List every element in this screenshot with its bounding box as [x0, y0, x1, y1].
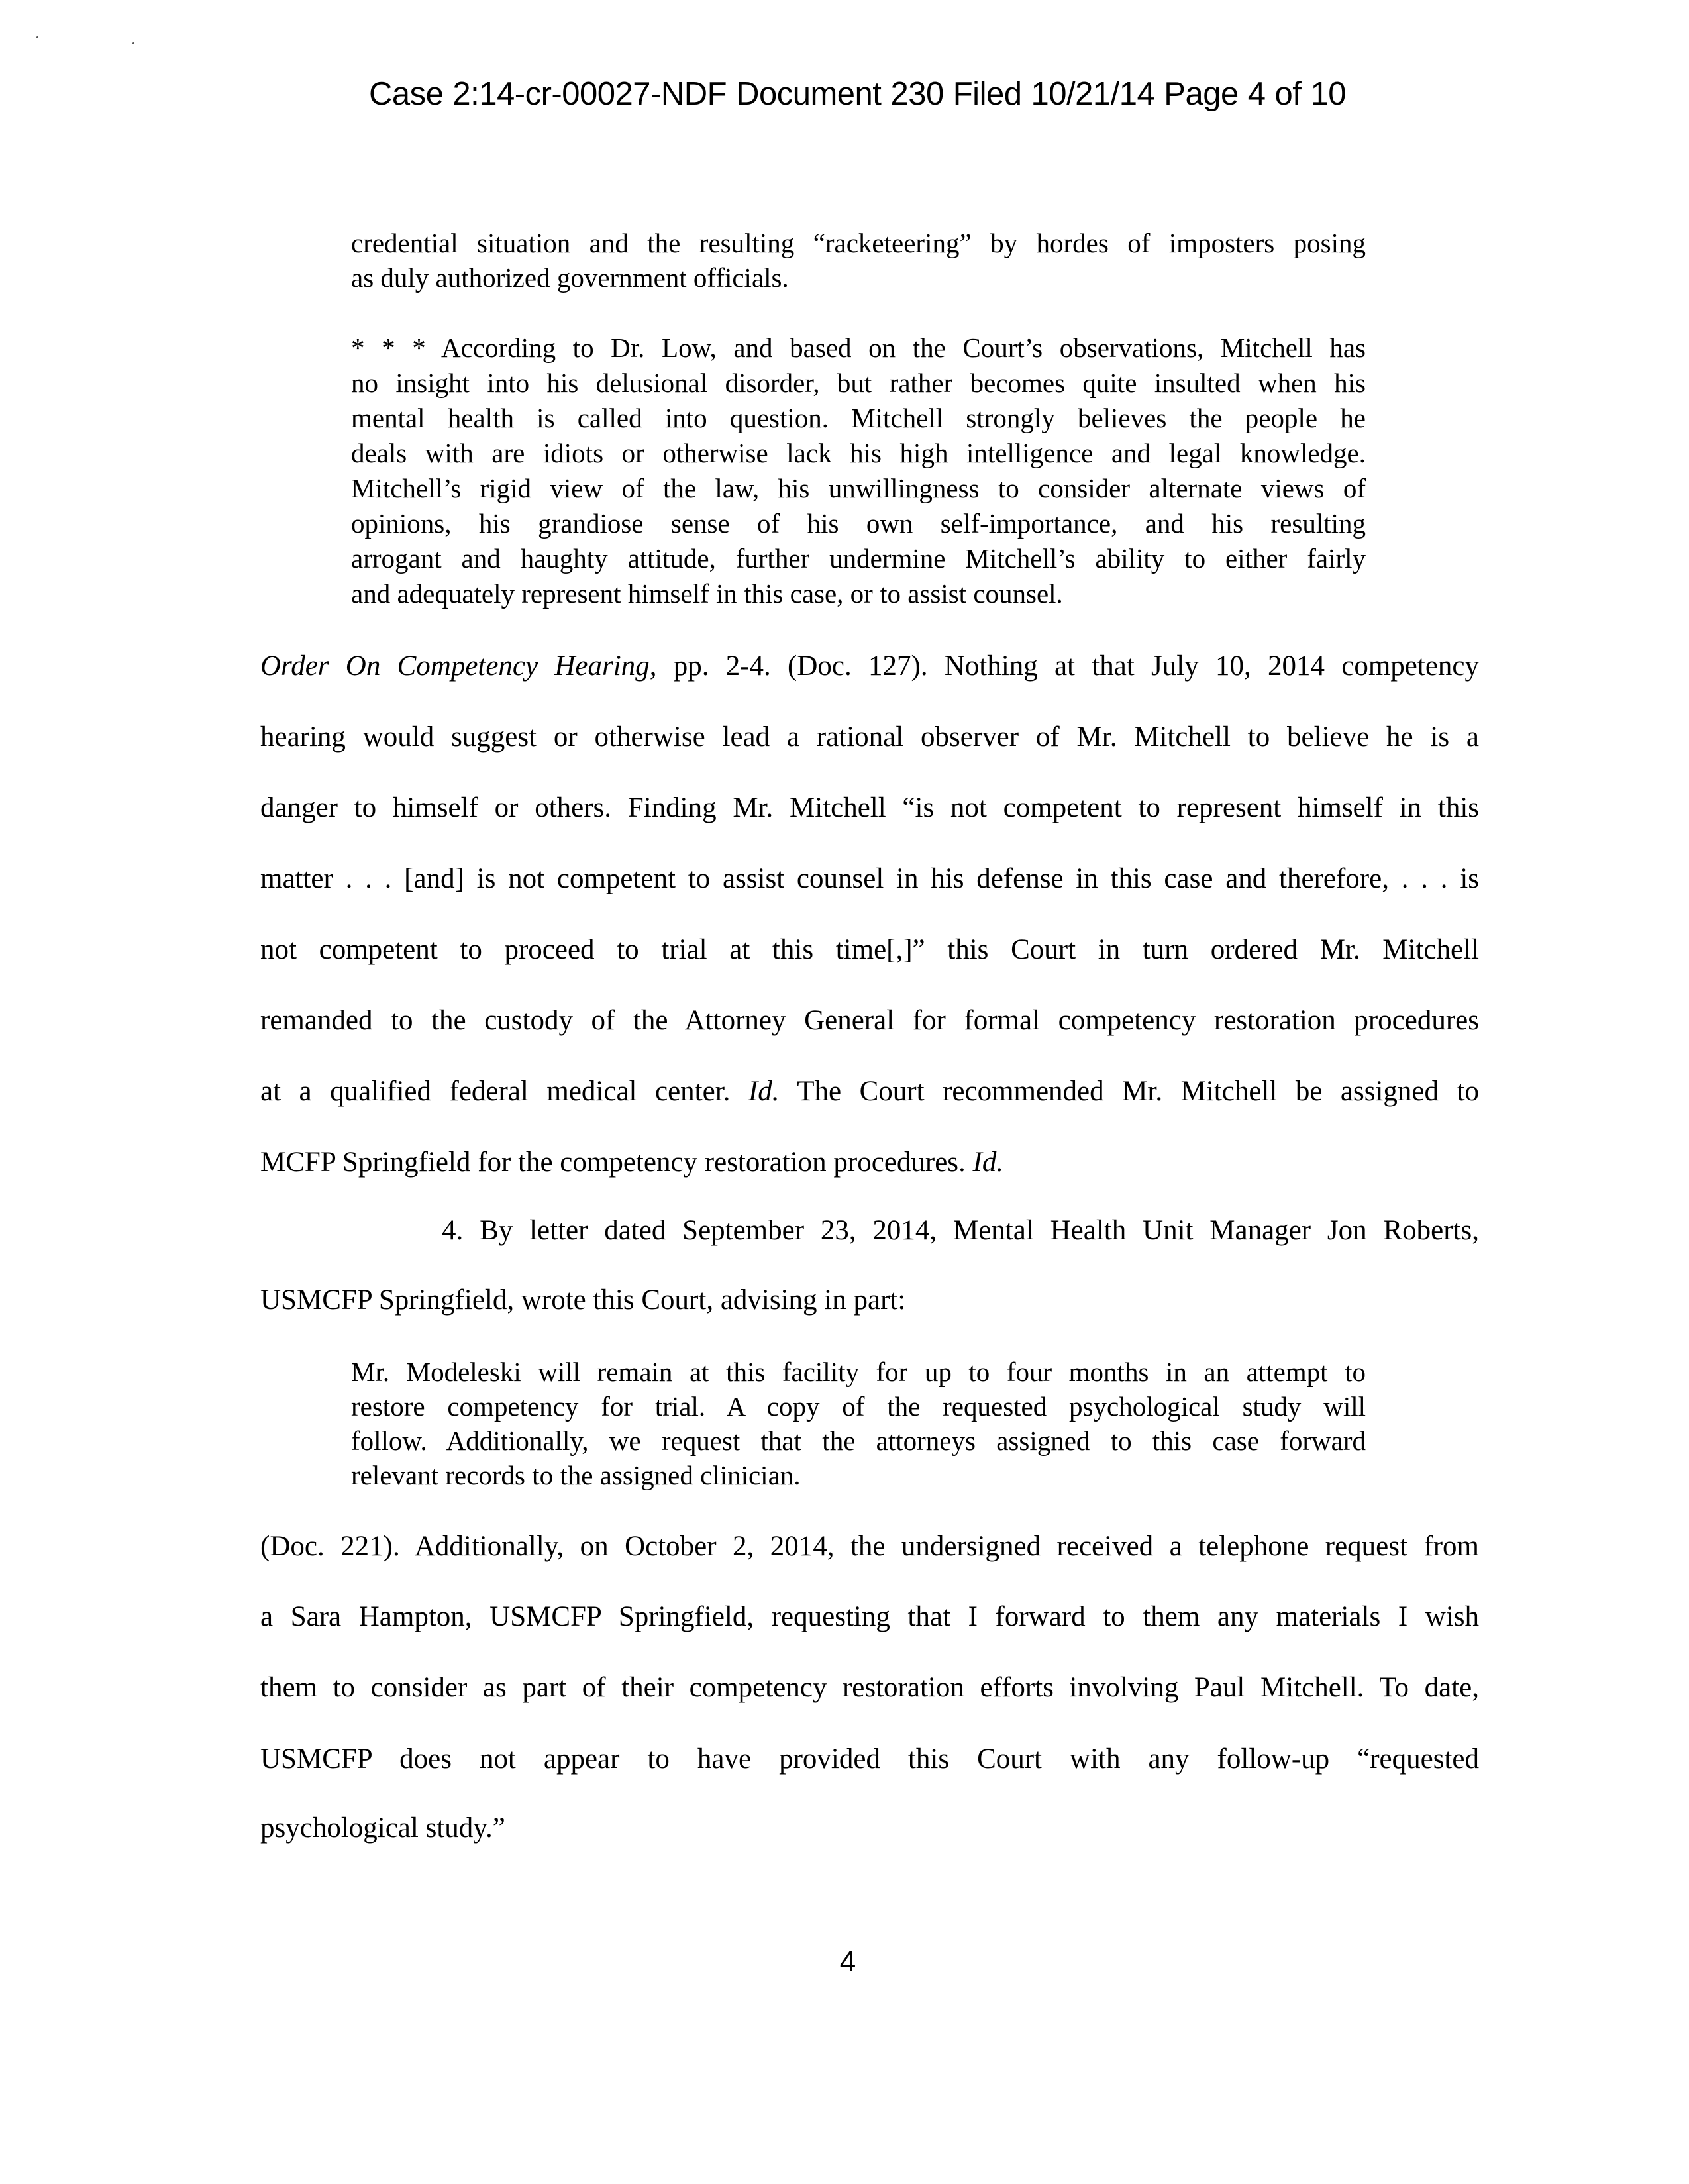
filed-date: Filed 10/21/14	[952, 76, 1155, 112]
scan-speck	[36, 36, 38, 38]
quote-line: and adequately represent himself in this case, or to assist counsel.	[351, 578, 1063, 609]
id-citation-italic: Id.	[748, 1076, 780, 1107]
body-line: hearing would suggest or otherwise lead a rational observer of Mr. Mitchell to believe he is a	[260, 721, 1479, 753]
body-line: MCFP Springfield for the competency restoration procedures. Id.	[260, 1147, 1004, 1178]
quote-line: restore competency for trial. A copy of the requested psychological study will	[351, 1391, 1366, 1422]
quote-line: mental health is called into question. Mitchell strongly believes the people he	[351, 403, 1366, 433]
quote-line: follow. Additionally, we request that the attorneys assigned to this case forward	[351, 1426, 1366, 1456]
body-line: USMCFP does not appear to have provided this Court with any follow-up “requested	[260, 1743, 1479, 1775]
body-line: not competent to proceed to trial at this time[,]” this Court in turn ordered Mr. Mitchell	[260, 934, 1479, 965]
body-line: danger to himself or others. Finding Mr. Mitchell “is not competent to represent himself in this	[260, 792, 1479, 823]
quote-line: Mitchell’s rigid view of the law, his unwillingness to consider alternate views of	[351, 473, 1366, 503]
body-line: 4. By letter dated September 23, 2014, Mental Health Unit Manager Jon Roberts,	[442, 1215, 1479, 1246]
body-line: psychological study.”	[260, 1812, 505, 1844]
quote-line: * * * According to Dr. Low, and based on the Court’s observations, Mitchell has	[351, 333, 1366, 363]
page-count: Page 4 of 10	[1164, 76, 1346, 112]
ecf-filing-header	[369, 74, 1346, 114]
body-line: Order On Competency Hearing, pp. 2-4. (Doc. 127). Nothing at that July 10, 2014 competency	[260, 650, 1479, 682]
id-citation-italic: Id.	[972, 1147, 1004, 1178]
quote-line: no insight into his delusional disorder, but rather becomes quite insulted when his	[351, 368, 1366, 398]
body-line: (Doc. 221). Additionally, on October 2, 2014, the undersigned received a telephone request from	[260, 1531, 1479, 1562]
scan-speck	[132, 42, 134, 44]
quote-line: relevant records to the assigned clinician.	[351, 1460, 801, 1490]
quote-line: deals with are idiots or otherwise lack his high intelligence and legal knowledge.	[351, 438, 1366, 468]
body-line: matter . . . [and] is not competent to assist counsel in his defense in this case and therefore, . . . is	[260, 863, 1479, 894]
body-line: at a qualified federal medical center. Id. The Court recommended Mr. Mitchell be assigned to	[260, 1076, 1479, 1107]
quote-line: as duly authorized government officials.	[351, 262, 789, 293]
page-number: 4	[839, 1946, 856, 1978]
quote-line: arrogant and haughty attitude, further undermine Mitchell’s ability to either fairly	[351, 543, 1366, 574]
body-line: a Sara Hampton, USMCFP Springfield, requesting that I forward to them any materials I wish	[260, 1601, 1479, 1632]
quote-line: opinions, his grandiose sense of his own self-importance, and his resulting	[351, 508, 1366, 539]
case-citation-italic: Order On Competency Hearing	[260, 650, 650, 682]
quote-line: Mr. Modeleski will remain at this facility for up to four months in an attempt to	[351, 1357, 1366, 1387]
body-line: them to consider as part of their competency restoration efforts involving Paul Mitchell. To date,	[260, 1672, 1479, 1703]
document-number: Document 230	[736, 76, 944, 112]
quote-line: credential situation and the resulting “racketeering” by hordes of imposters posing	[351, 228, 1366, 258]
body-line: USMCFP Springfield, wrote this Court, advising in part:	[260, 1284, 906, 1316]
body-line: remanded to the custody of the Attorney General for formal competency restoration procedures	[260, 1005, 1479, 1036]
case-number: Case 2:14-cr-00027-NDF	[369, 76, 727, 112]
